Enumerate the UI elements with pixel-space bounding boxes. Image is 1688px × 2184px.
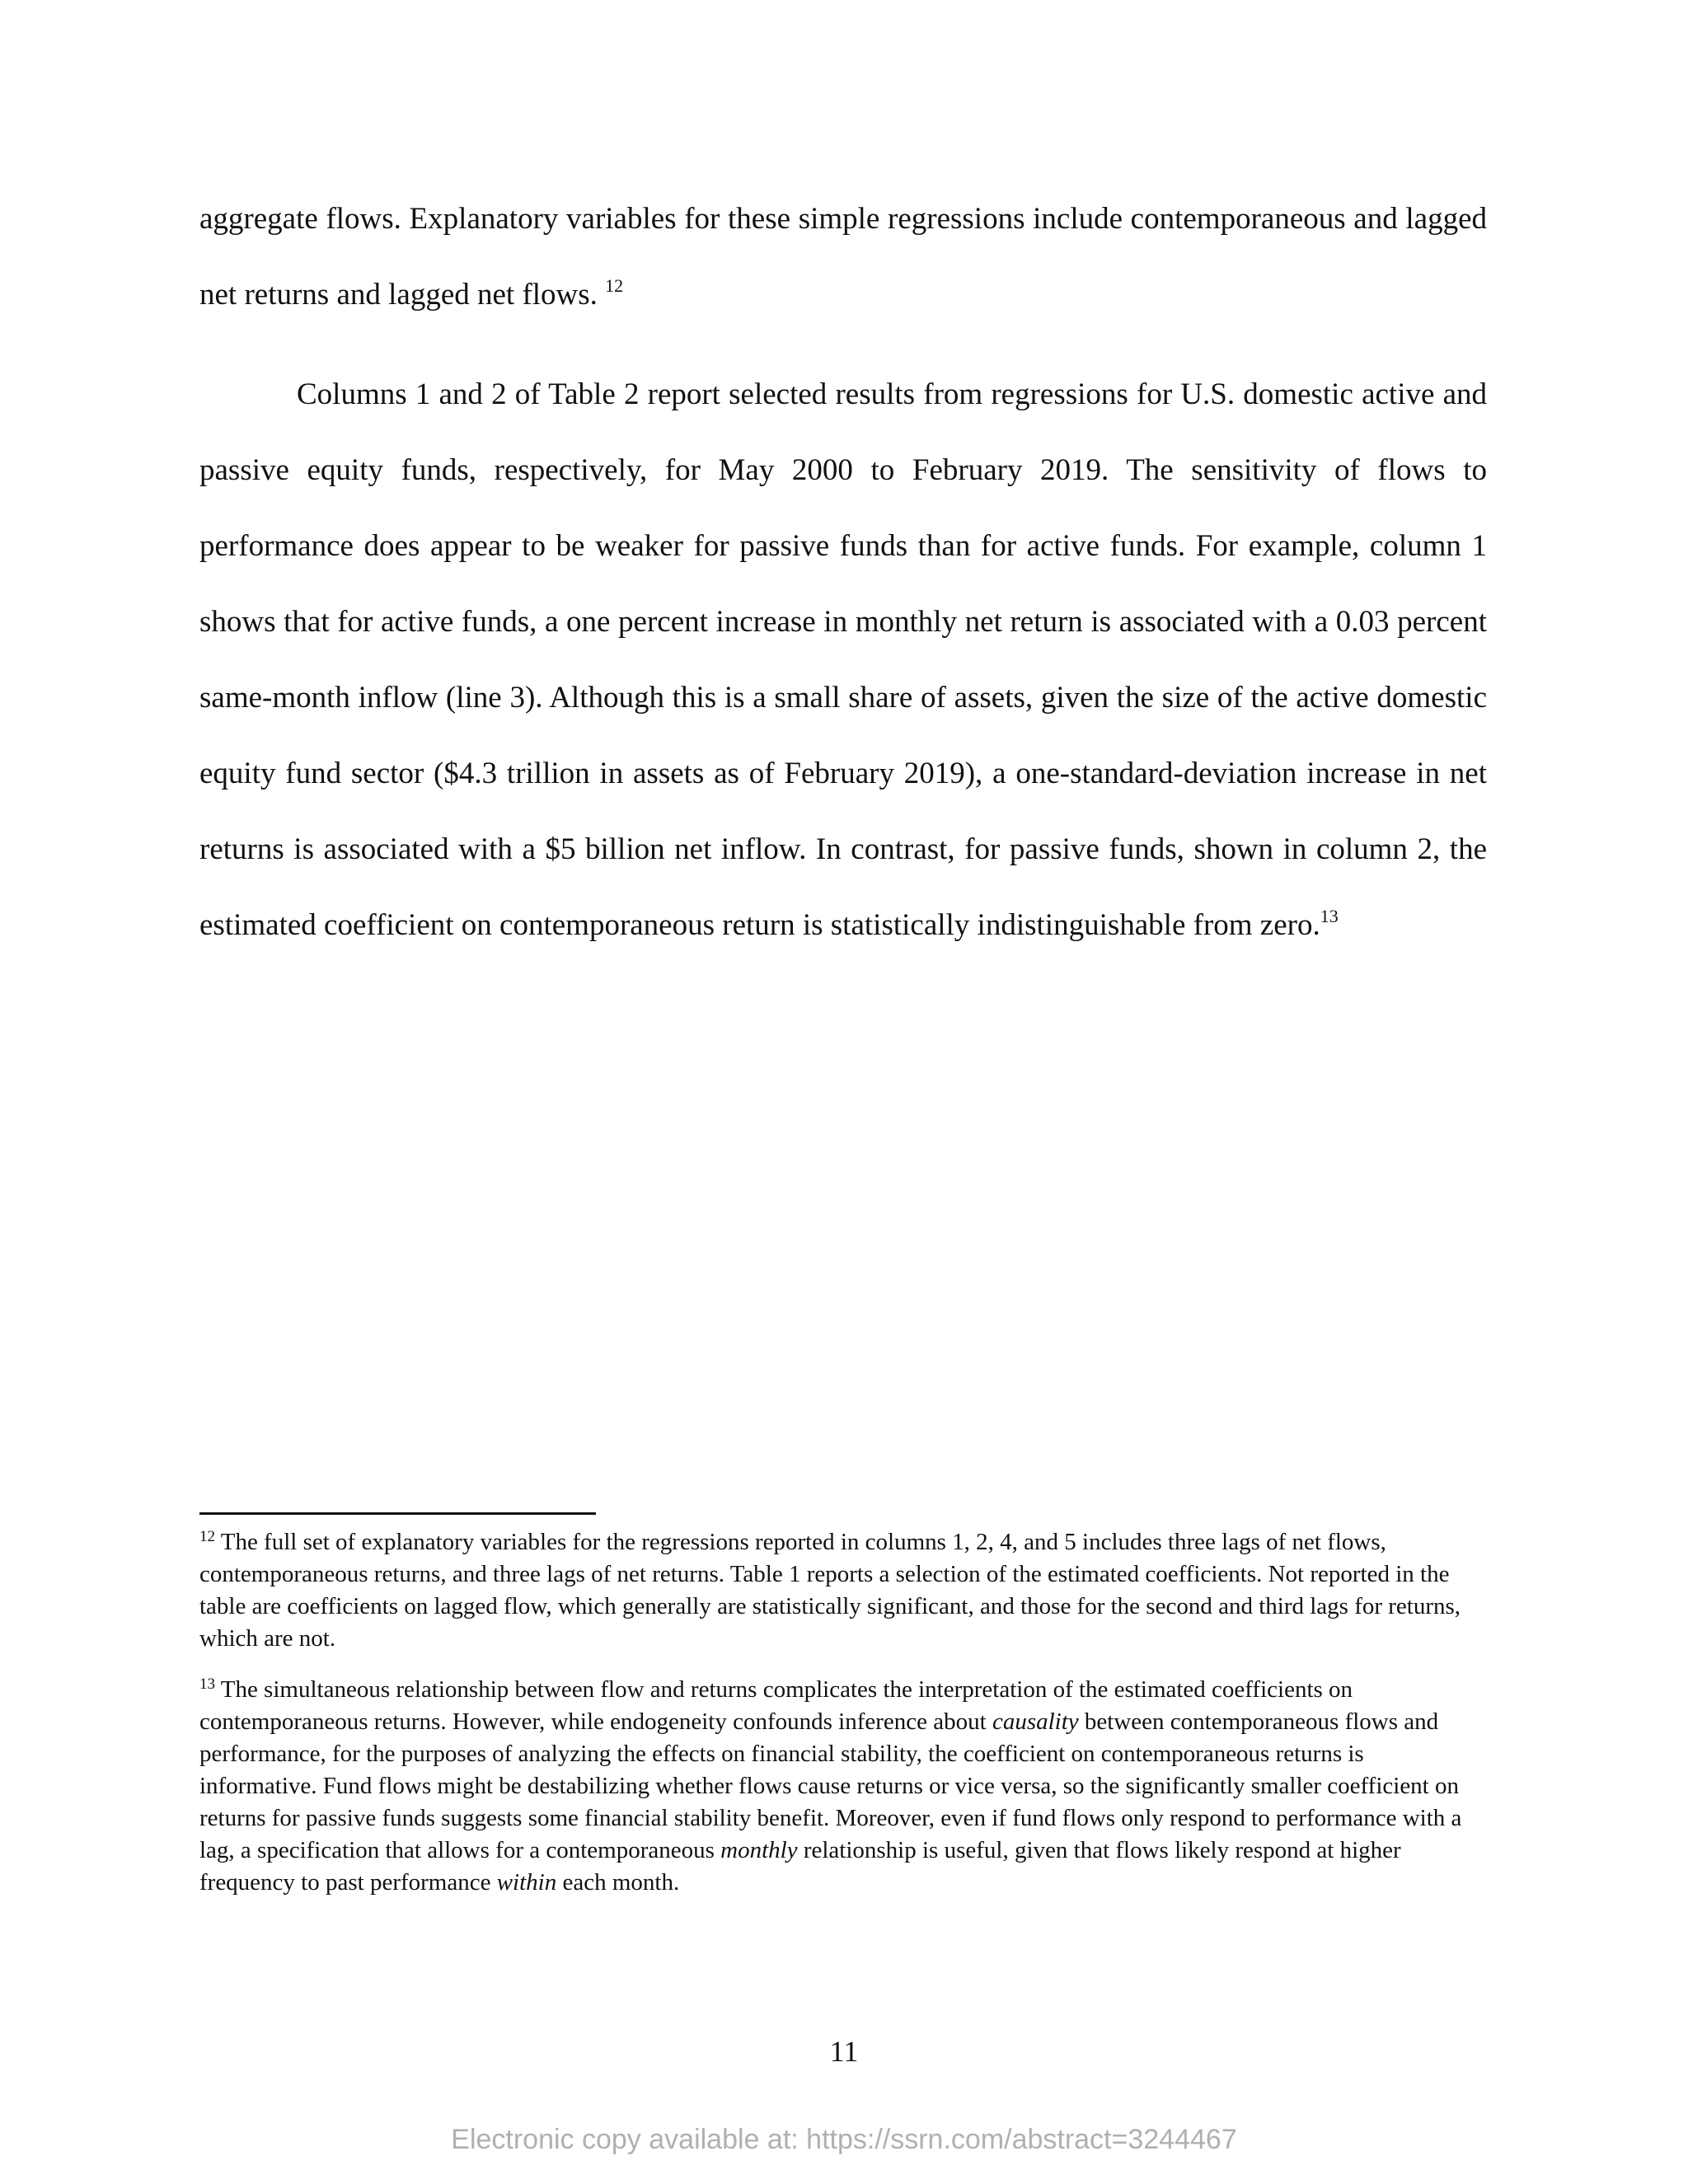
footnote-13-italic-monthly: monthly: [720, 1837, 798, 1863]
footnote-13-text-1: The simultaneous relationship between flow and returns complicates the interpretation of the estimated coefficients on contemporaneous returns. However, while endogeneity confounds inference about: [199, 1676, 1353, 1735]
page-number: 11: [829, 2035, 859, 2068]
paragraph-2-text: Columns 1 and 2 of Table 2 report selected results from regressions for U.S. domestic active and passive equity funds, respectively, for May 2000 to February 2019. The sensitivity of flows to performance does appear to be weaker for passive funds than for active funds. For example, column 1 shows that for active funds, a one percent increase in monthly net return is associated with a 0.03 percent same-month inflow (line 3). Although this is a small share of assets, given the size of the active domestic equity fund sector ($4.3 trillion in assets as of February 2019), a one-standard-deviation increase in net returns is associated with a $5 billion net inflow. In contrast, for passive funds, shown in column 2, the estimated coefficient on contemporaneous return is statistically indistinguishable from zero.: [199, 377, 1487, 942]
paragraph-2: [199, 357, 1487, 963]
paragraph-1-text: aggregate flows. Explanatory variables for these simple regressions include contemporaneous and lagged net returns and lagged net flows.: [199, 202, 1487, 312]
footnote-12-text: The full set of explanatory variables for the regressions reported in columns 1, 2, 4, and 5 includes three lags of net flows, contemporaneous returns, and three lags of net returns. Table 1 reports a selection of the estimated coefficients. Not reported in the table are coefficients on lagged flow, which generally are statistically significant, and those for the second and third lags for returns, which are not.: [199, 1529, 1461, 1652]
footnote-ref-13[interactable]: 13: [1320, 905, 1339, 926]
ssrn-watermark-link[interactable]: Electronic copy available at: https://ssrn.com/abstract=3244467: [451, 2124, 1237, 2155]
footnote-ref-12[interactable]: 12: [605, 274, 624, 296]
footnote-13-mark: 13: [199, 1675, 215, 1694]
footnote-divider: [199, 1512, 596, 1515]
footnote-12: [199, 1526, 1473, 1655]
footnote-13: [199, 1674, 1473, 1899]
footnote-13-text-3: relationship is useful, given that flows likely respond at higher frequency to past performance: [199, 1837, 1401, 1896]
paragraph-1: [199, 181, 1487, 333]
footnote-13-text-4: each month.: [556, 1869, 680, 1896]
footnote-12-mark: 12: [199, 1528, 215, 1546]
footnote-13-text-2: between contemporaneous flows and performance, for the purposes of analyzing the effects on financial stability, the coefficient on contemporaneous returns is informative. Fund flows might be destabilizing whether flows cause returns or vice versa, so the significantly smaller coefficient on returns for passive funds suggests some financial stability benefit. Moreover, even if fund flows only respond to performance with a lag, a specification that allows for a contemporaneous: [199, 1708, 1462, 1863]
footnote-13-italic-causality: causality: [992, 1708, 1079, 1735]
footnote-13-italic-within: within: [496, 1869, 557, 1896]
